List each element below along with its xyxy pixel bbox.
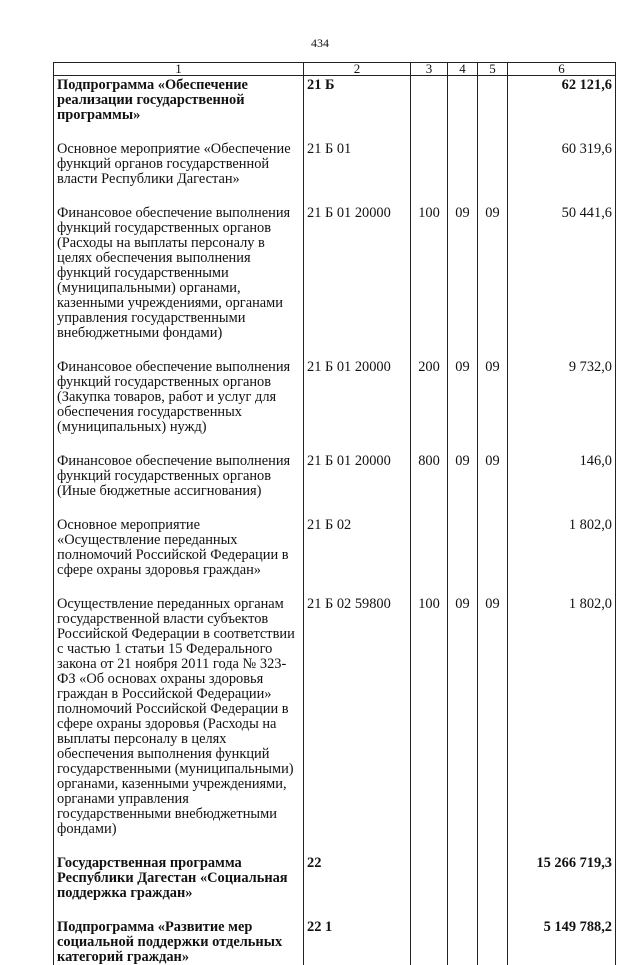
row-pr — [478, 837, 508, 901]
row-pr — [478, 123, 508, 187]
table-row — [54, 435, 616, 499]
row-code: 21 Б 01 20000 — [304, 435, 411, 499]
table-row — [54, 76, 616, 124]
row-code: 21 Б 02 — [304, 499, 411, 578]
row-vr: 100 — [411, 578, 448, 837]
row-sum: 15 266 719,3 — [508, 837, 616, 901]
row-rz — [448, 837, 478, 901]
row-pr — [478, 76, 508, 124]
row-rz — [448, 499, 478, 578]
row-code: 21 Б 01 20000 — [304, 187, 411, 341]
row-sum: 9 732,0 — [508, 341, 616, 435]
row-code: 21 Б 02 59800 — [304, 578, 411, 837]
row-name: Государственная программа Республики Дагестан «Социальная поддержка граждан» — [54, 837, 304, 901]
row-sum: 5 149 788,2 — [508, 901, 616, 965]
row-vr — [411, 76, 448, 124]
col-header-name: 1 — [54, 63, 304, 76]
col-header-sum: 6 — [508, 63, 616, 76]
col-header-code: 2 — [304, 63, 411, 76]
row-name: Финансовое обеспечение выполнения функций государственных органов (Иные бюджетные ассигнования) — [54, 435, 304, 499]
table-row — [54, 341, 616, 435]
table-row — [54, 901, 616, 965]
row-sum: 60 319,6 — [508, 123, 616, 187]
row-rz: 09 — [448, 435, 478, 499]
page-number: 434 — [311, 36, 329, 50]
table-row — [54, 499, 616, 578]
row-sum: 146,0 — [508, 435, 616, 499]
row-vr — [411, 901, 448, 965]
row-rz — [448, 76, 478, 124]
row-rz: 09 — [448, 341, 478, 435]
col-header-rz: 4 — [448, 63, 478, 76]
row-pr: 09 — [478, 578, 508, 837]
row-code: 21 Б 01 — [304, 123, 411, 187]
row-name: Основное мероприятие «Обеспечение функций органов государственной власти Республики Дагестан» — [54, 123, 304, 187]
row-pr — [478, 499, 508, 578]
row-vr — [411, 837, 448, 901]
row-pr: 09 — [478, 187, 508, 341]
row-vr — [411, 123, 448, 187]
table-row — [54, 578, 616, 837]
row-name: Осуществление переданных органам государственной власти субъектов Российской Федерации в соответствии с частью 1 статьи 15 Федерального закона от 21 ноября 2011 года № 323-ФЗ «Об основах охраны здоровья граждан в Российской Федерации» полномочий Российской Федерации в сфере охраны здоровья (Расходы на выплаты персоналу в целях обеспечения выполнения функций государственными (муниципальными) органами, казенными учреждениями, органами управления государственными внебюджетными фондами) — [54, 578, 304, 837]
row-rz: 09 — [448, 578, 478, 837]
row-vr: 200 — [411, 341, 448, 435]
row-sum: 50 441,6 — [508, 187, 616, 341]
col-header-pr: 5 — [478, 63, 508, 76]
row-code: 22 — [304, 837, 411, 901]
col-header-vr: 3 — [411, 63, 448, 76]
row-pr — [478, 901, 508, 965]
row-vr — [411, 499, 448, 578]
row-rz: 09 — [448, 187, 478, 341]
row-code: 21 Б 01 20000 — [304, 341, 411, 435]
row-code: 22 1 — [304, 901, 411, 965]
row-name: Финансовое обеспечение выполнения функций государственных органов (Расходы на выплаты персоналу в целях обеспечения выполнения функций государственными (муниципальными) органами, казенными учреждениями, органами управления государственными внебюджетными фондами) — [54, 187, 304, 341]
row-vr: 100 — [411, 187, 448, 341]
row-name: Подпрограмма «Развитие мер социальной поддержки отдельных категорий граждан» — [54, 901, 304, 965]
table-row — [54, 123, 616, 187]
row-sum: 62 121,6 — [508, 76, 616, 124]
row-sum: 1 802,0 — [508, 578, 616, 837]
table-row — [54, 187, 616, 341]
row-sum: 1 802,0 — [508, 499, 616, 578]
row-name: Подпрограмма «Обеспечение реализации государственной программы» — [54, 76, 304, 124]
header-row — [54, 63, 616, 76]
table-row — [54, 837, 616, 901]
row-code: 21 Б — [304, 76, 411, 124]
budget-table — [53, 62, 616, 965]
row-rz — [448, 901, 478, 965]
row-name: Финансовое обеспечение выполнения функций государственных органов (Закупка товаров, работ и услуг для обеспечения государственных (муниципальных) нужд) — [54, 341, 304, 435]
row-pr: 09 — [478, 341, 508, 435]
row-rz — [448, 123, 478, 187]
row-vr: 800 — [411, 435, 448, 499]
row-name: Основное мероприятие «Осуществление переданных полномочий Российской Федерации в сфере охраны здоровья граждан» — [54, 499, 304, 578]
row-pr: 09 — [478, 435, 508, 499]
